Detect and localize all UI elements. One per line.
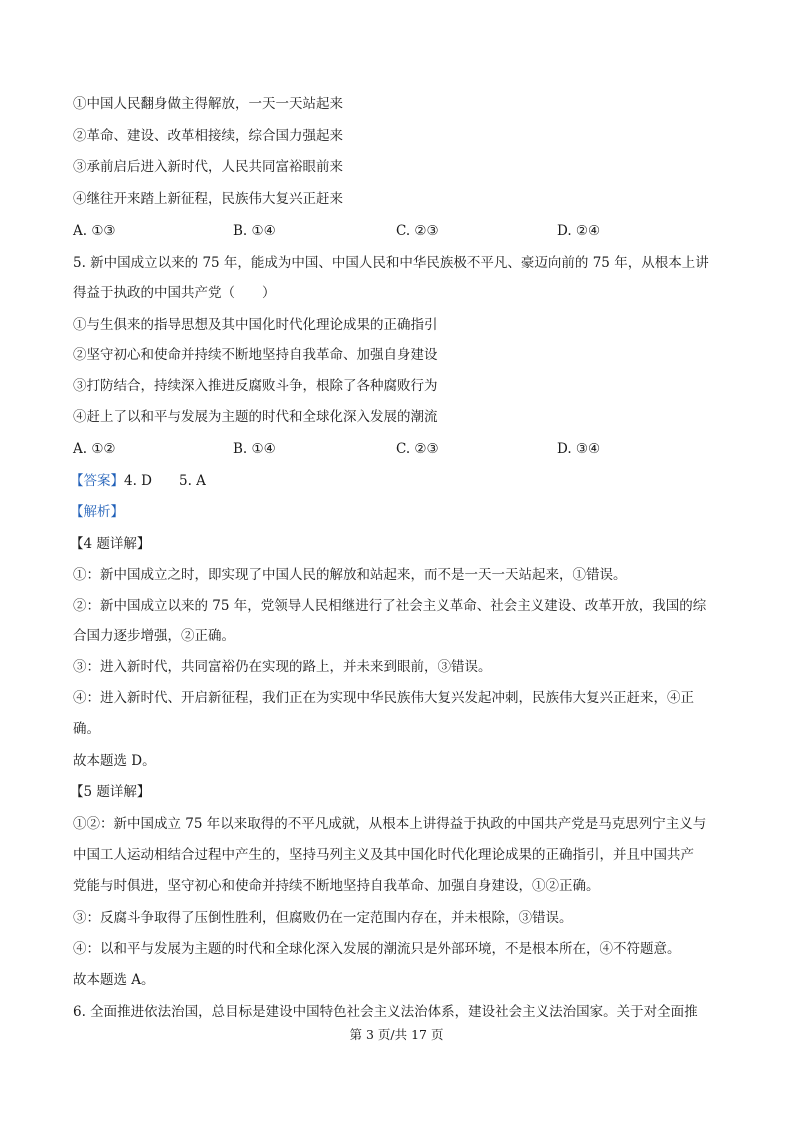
answer-text: 4. D 5. A [124, 473, 206, 489]
answer-label: 【答案】 [70, 473, 124, 489]
q5-detail-header: 【5 题详解】 [70, 784, 151, 800]
q5-option-d: D. ③④ [557, 441, 601, 457]
q5-detail-line-3: 党能与时俱进，坚守初心和使命并持续不断地坚持自我革命、加强自身建设，①②正确。 [73, 878, 600, 894]
q4-option-c: C. ②③ [396, 223, 439, 239]
q5-detail-line-4: ③：反腐斗争取得了压倒性胜利，但腐败仍在一定范围内存在，并未根除，③错误。 [73, 910, 573, 926]
q4-detail-line-3: 合国力逐步增强，②正确。 [73, 628, 235, 644]
q5-item-4: ④赶上了以和平与发展为主题的时代和全球化深入发展的潮流 [73, 409, 438, 425]
q4-item-4: ④继往开来踏上新征程，民族伟大复兴正赶来 [73, 191, 343, 207]
q5-detail-line-1: ①②：新中国成立 75 年以来取得的不平凡成就，从根本上讲得益于执政的中国共产党是马克思列宁主义与 [73, 816, 707, 832]
q4-option-a: A. ①③ [73, 223, 116, 239]
q4-item-3: ③承前启后进入新时代，人民共同富裕眼前来 [73, 159, 343, 175]
q5-item-1: ①与生俱来的指导思想及其中国化时代化理论成果的正确指引 [73, 317, 438, 333]
q4-detail-line-1: ①：新中国成立之时，即实现了中国人民的解放和站起来，而不是一天一天站起来，①错误。 [73, 567, 627, 583]
q5-option-a: A. ①② [73, 441, 116, 457]
q4-detail-line-4: ③：进入新时代，共同富裕仍在实现的路上，并未来到眼前，③错误。 [73, 659, 492, 675]
q4-conclusion: 故本题选 D。 [73, 753, 156, 769]
q5-option-c: C. ②③ [396, 441, 439, 457]
q4-item-2: ②革命、建设、改革相接续，综合国力强起来 [73, 128, 343, 144]
q5-stem-line-2: 得益于执政的中国共产党（ ） [73, 285, 276, 301]
q4-detail-line-5: ④：进入新时代、开启新征程，我们正在为实现中华民族伟大复兴发起冲刺，民族伟大复兴正赶来，④正 [73, 690, 694, 706]
q5-item-2: ②坚守初心和使命并持续不断地坚持自我革命、加强自身建设 [73, 347, 438, 363]
q5-detail-line-2: 中国工人运动相结合过程中产生的，坚持马列主义及其中国化时代化理论成果的正确指引，并且中国共产 [73, 847, 694, 863]
q5-option-b: B. ①④ [233, 441, 276, 457]
q6-stem-line-1: 6. 全面推进依法治国，总目标是建设中国特色社会主义法治体系，建设社会主义法治国家。关于对全面推 [73, 1004, 698, 1020]
q5-conclusion: 故本题选 A。 [73, 972, 155, 988]
q5-detail-line-5: ④：以和平与发展为主题的时代和全球化深入发展的潮流只是外部环境，不是根本所在，④不符题意。 [73, 941, 681, 957]
q4-item-1: ①中国人民翻身做主得解放，一天一天站起来 [73, 96, 343, 112]
q4-option-d: D. ②④ [557, 223, 601, 239]
q5-stem-line-1: 5. 新中国成立以来的 75 年，能成为中国、中国人民和中华民族极不平凡、豪迈向前的 75 年，从根本上讲 [73, 255, 709, 271]
page-footer: 第 3 页/共 17 页 [349, 1027, 444, 1042]
q4-detail-header: 【4 题详解】 [70, 536, 151, 552]
q4-detail-line-2: ②：新中国成立以来的 75 年，党领导人民相继进行了社会主义革命、社会主义建设、改革开放，我国的综 [73, 598, 707, 614]
answer-line [70, 472, 206, 490]
q5-item-3: ③打防结合，持续深入推进反腐败斗争，根除了各种腐败行为 [73, 378, 438, 394]
q4-option-b: B. ①④ [233, 223, 276, 239]
q4-detail-line-6: 确。 [73, 721, 100, 737]
analysis-label: 【解析】 [70, 504, 124, 520]
